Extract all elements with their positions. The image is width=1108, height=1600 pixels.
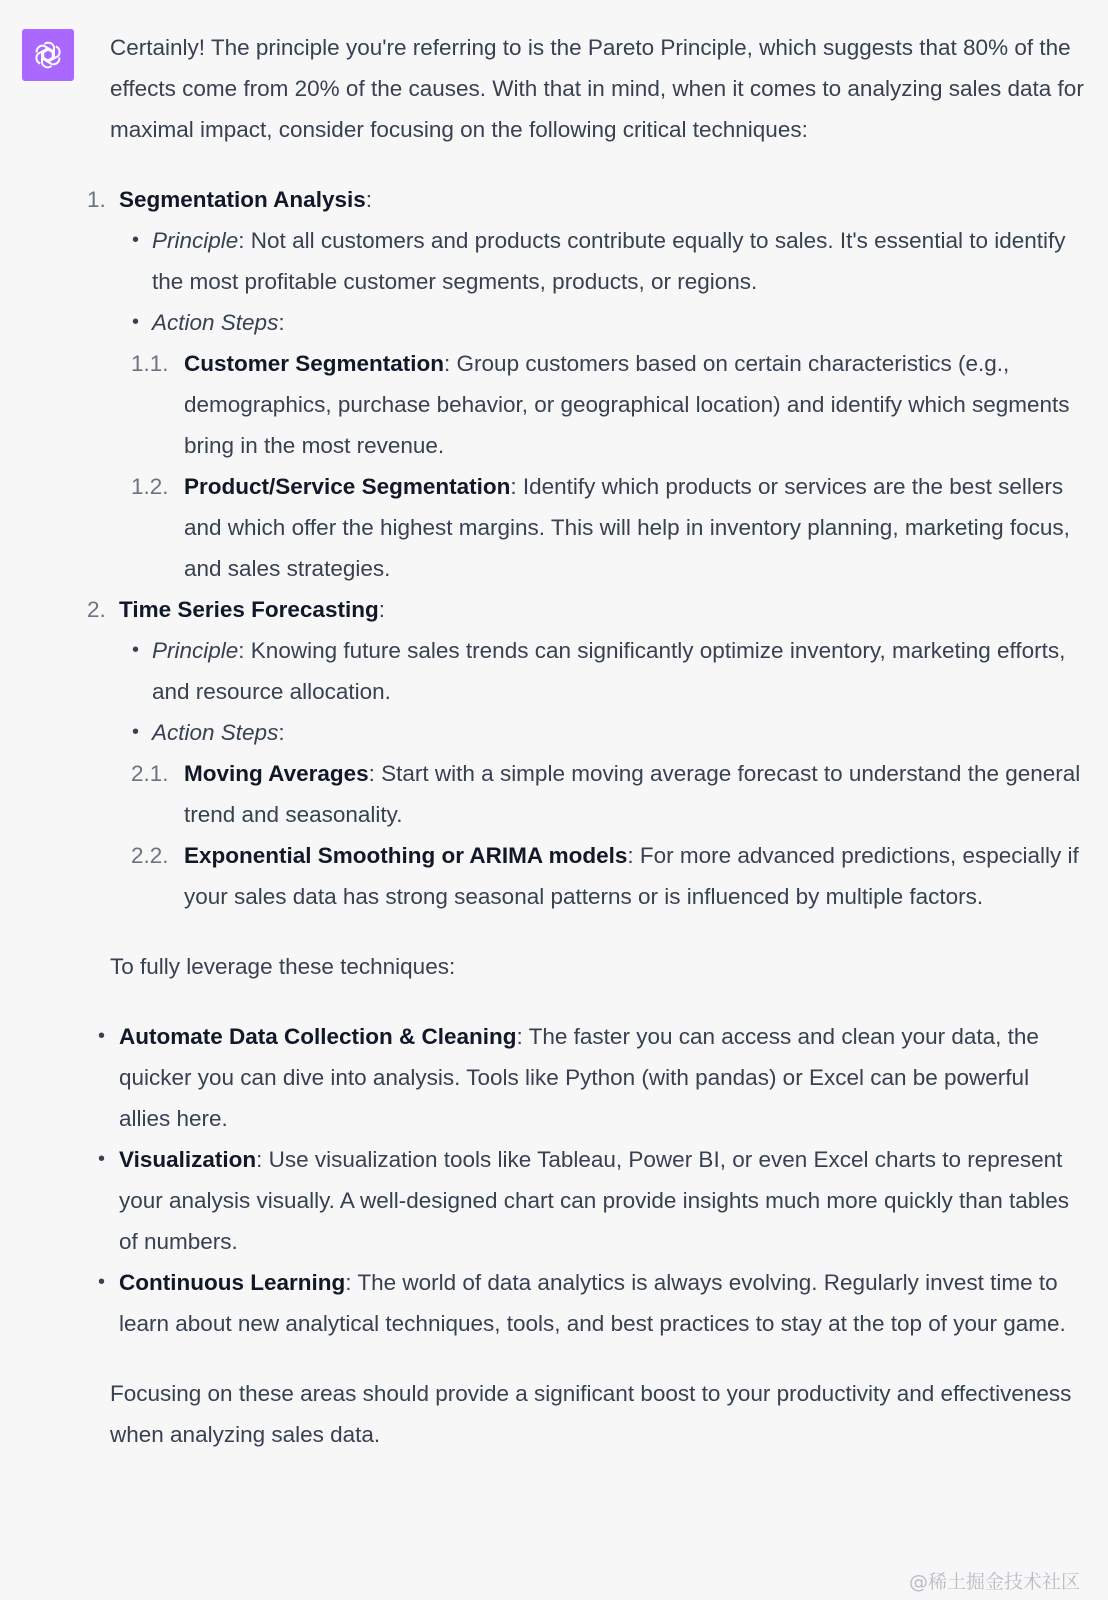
bullet-icon: • [98, 1148, 106, 1170]
intro-paragraph: Certainly! The principle you're referring to is the Pareto Principle, which suggests that 80% of the effects come from 20% of the causes. With that in mind, when it comes to analyzing sales data for maximal impact, consider focusing on the following critical techniques: [110, 35, 1084, 142]
technique-details [119, 630, 1085, 753]
principle-text: : Not all customers and products contribute equally to sales. It's essential to identify the most profitable customer segments, products, or regions. [152, 228, 1066, 294]
action-steps-list [119, 753, 1085, 917]
tip-title: Automate Data Collection & Cleaning [119, 1024, 517, 1049]
action-steps-label: Action Steps [152, 310, 279, 335]
conclusion-paragraph: Focusing on these areas should provide a significant boost to your productivity and effectiveness when analyzing sales data. [110, 1381, 1072, 1447]
list-item [131, 753, 1085, 835]
openai-logo-icon [32, 39, 64, 71]
tips-list [98, 1016, 1085, 1344]
list-number: 2.2. [131, 843, 169, 868]
step-text: : Group customers based on certain characteristics (e.g., demographics, purchase behavior, or geographical location) and identify which segments bring in the most revenue. [184, 351, 1070, 458]
step-title: Customer Segmentation [184, 351, 445, 376]
step-title: Moving Averages [184, 761, 369, 786]
list-item [132, 302, 1085, 343]
techniques-list [87, 179, 1085, 917]
tip-title: Visualization [119, 1147, 257, 1172]
step-title: Exponential Smoothing or ARIMA models [184, 843, 628, 868]
bullet-icon: • [132, 639, 140, 661]
tip-title: Continuous Learning [119, 1270, 346, 1295]
list-item [87, 589, 1085, 917]
technique-title: Segmentation Analysis [119, 187, 366, 212]
colon: : [278, 720, 285, 745]
bullet-icon: • [132, 721, 140, 743]
principle-label: Principle [152, 228, 239, 253]
list-item [98, 1262, 1085, 1344]
tip-text: : Use visualization tools like Tableau, Power BI, or even Excel charts to represent your analysis visually. A well-designed chart can provide insights much more quickly than tables of numbers. [119, 1147, 1070, 1254]
action-steps-label: Action Steps [152, 720, 279, 745]
list-number: 2.1. [131, 761, 169, 786]
colon: : [278, 310, 285, 335]
list-number: 1. [87, 187, 106, 212]
list-item [131, 343, 1085, 466]
list-item [132, 220, 1085, 302]
tip-text: : The world of data analytics is always evolving. Regularly invest time to learn about new analytical techniques, tools, and best practices to stay at the top of your game. [119, 1270, 1066, 1336]
bullet-icon: • [98, 1271, 106, 1293]
list-item [132, 712, 1085, 753]
step-text: : For more advanced predictions, especially if your sales data has strong seasonal patterns or is influenced by multiple factors. [184, 843, 1079, 909]
watermark: @稀土掘金技术社区 [908, 1571, 1080, 1593]
step-text: : Identify which products or services are the best sellers and which offer the highest margins. This will help in inventory planning, marketing focus, and sales strategies. [184, 474, 1070, 581]
assistant-avatar [22, 29, 74, 81]
step-title: Product/Service Segmentation [184, 474, 511, 499]
tip-text: : The faster you can access and clean your data, the quicker you can dive into analysis. Tools like Python (with pandas) or Excel can be powerful allies here. [119, 1024, 1039, 1131]
list-item [98, 1016, 1085, 1139]
colon: : [365, 187, 372, 212]
bullet-icon: • [98, 1025, 106, 1047]
colon: : [378, 597, 385, 622]
technique-title: Time Series Forecasting [119, 597, 379, 622]
list-item [98, 1139, 1085, 1262]
step-text: : Start with a simple moving average forecast to understand the general trend and seasonality. [184, 761, 1081, 827]
assistant-message [87, 27, 1085, 1455]
list-item [132, 630, 1085, 712]
list-item [131, 466, 1085, 589]
list-number: 2. [87, 597, 106, 622]
list-item [87, 179, 1085, 589]
bullet-icon: • [132, 311, 140, 333]
leverage-intro: To fully leverage these techniques: [110, 954, 456, 979]
list-item [131, 835, 1085, 917]
principle-label: Principle [152, 638, 239, 663]
list-number: 1.2. [131, 474, 169, 499]
action-steps-list [119, 343, 1085, 589]
bullet-icon: • [132, 229, 140, 251]
list-number: 1.1. [131, 351, 169, 376]
technique-details [119, 220, 1085, 343]
principle-text: : Knowing future sales trends can significantly optimize inventory, marketing efforts, and resource allocation. [152, 638, 1066, 704]
